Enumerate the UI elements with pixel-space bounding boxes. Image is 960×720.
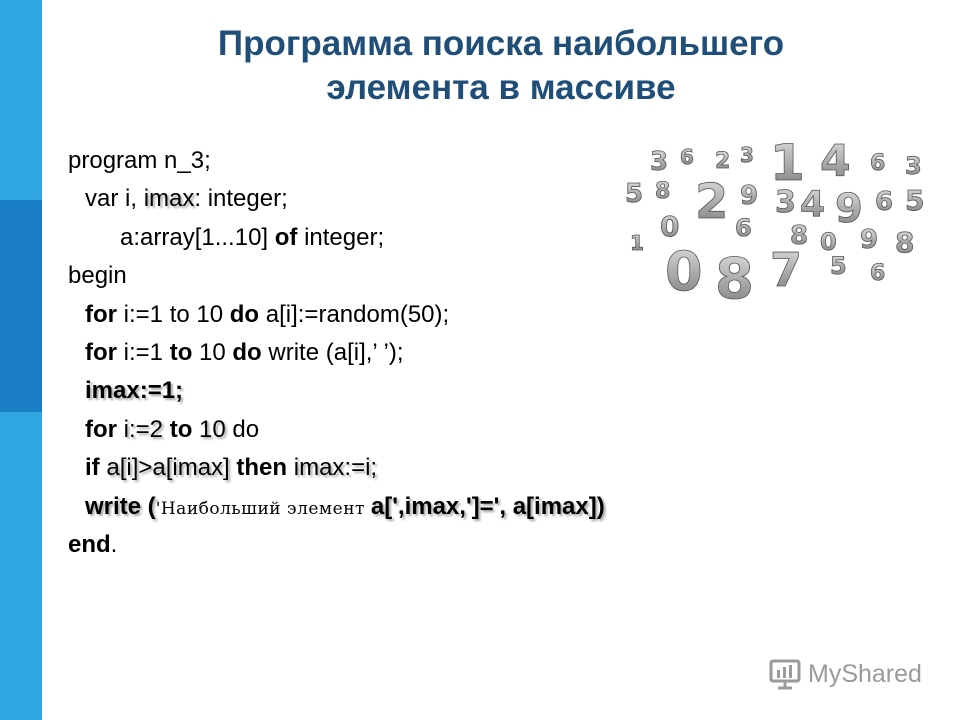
- svg-text:6: 6: [870, 151, 886, 176]
- slideshow-icon: [768, 657, 802, 691]
- svg-text:9: 9: [740, 181, 759, 211]
- svg-text:6: 6: [870, 261, 886, 286]
- keyword-begin: begin: [68, 262, 127, 290]
- code-text: : integer;: [194, 185, 288, 213]
- keyword-for: for: [85, 300, 117, 328]
- svg-text:5: 5: [905, 184, 925, 217]
- code-listing: [68, 142, 605, 564]
- code-line-10: [68, 488, 605, 526]
- svg-text:0: 0: [820, 228, 837, 256]
- code-text: a[i]:=random(50);: [259, 300, 450, 328]
- code-line-6: [68, 334, 605, 372]
- code-text: a[i]>a[imax]: [99, 454, 237, 482]
- svg-text:0: 0: [665, 240, 703, 300]
- svg-text:1: 1: [770, 140, 805, 192]
- title-line-2: элемента в массиве: [326, 68, 676, 107]
- keyword-to: to: [169, 415, 193, 443]
- svg-text:5: 5: [625, 179, 644, 209]
- code-text: i:=1: [117, 338, 170, 366]
- keyword-do: do: [229, 300, 260, 328]
- code-text: write (: [85, 492, 156, 520]
- svg-text:8: 8: [715, 247, 754, 300]
- code-text: do: [232, 415, 260, 443]
- logo-text: MyShared: [808, 659, 922, 688]
- code-line-7: [68, 372, 605, 410]
- code-text: i:=2: [117, 415, 170, 443]
- svg-text:4: 4: [800, 184, 826, 225]
- svg-text:9: 9: [835, 186, 863, 232]
- code-line-5: [68, 296, 605, 334]
- code-string: 'Наибольший элемент: [155, 498, 371, 519]
- program-name: n_3;: [157, 147, 211, 174]
- svg-text:0: 0: [660, 210, 680, 243]
- svg-text:6: 6: [735, 214, 752, 242]
- code-line-2: [68, 180, 605, 218]
- svg-text:3: 3: [740, 143, 754, 167]
- svg-text:7: 7: [770, 243, 803, 297]
- svg-text:8: 8: [655, 179, 671, 204]
- svg-text:8: 8: [790, 221, 809, 251]
- keyword-for: for: [85, 415, 117, 443]
- side-bar-accent: [0, 200, 42, 412]
- code-line-3: [68, 219, 605, 257]
- svg-text:5: 5: [830, 252, 847, 280]
- svg-text:3: 3: [650, 147, 669, 177]
- code-text: imax:=i;: [287, 454, 378, 482]
- code-text: a[',imax,']=', a[imax]): [370, 492, 605, 520]
- code-line-9: [68, 449, 605, 487]
- title-line-1: Программа поиска наибольшего: [217, 24, 785, 63]
- code-text: 10: [192, 415, 233, 443]
- svg-text:9: 9: [860, 225, 879, 255]
- svg-text:1: 1: [630, 231, 644, 255]
- code-text: write (a[i],’ ’);: [261, 338, 404, 366]
- svg-text:3: 3: [775, 185, 796, 220]
- myshared-logo: [768, 654, 922, 694]
- slide-title: [42, 22, 960, 110]
- code-line-1: [68, 142, 605, 180]
- code-line-11: [68, 526, 605, 564]
- keyword-of: of: [274, 223, 298, 251]
- code-text: .: [110, 530, 118, 558]
- keyword-for: for: [85, 338, 117, 366]
- keyword-program: program: [68, 147, 158, 174]
- svg-text:4: 4: [820, 140, 851, 187]
- keyword-var: var: [85, 185, 119, 213]
- keyword-if: if: [85, 454, 100, 482]
- svg-text:8: 8: [895, 226, 915, 259]
- keyword-do: do: [232, 338, 262, 366]
- code-text: integer;: [297, 223, 385, 251]
- keyword-then: then: [236, 454, 288, 482]
- code-text: i:=1 to 10: [117, 300, 230, 328]
- code-line-4: [68, 257, 605, 295]
- keyword-end: end: [68, 530, 111, 558]
- keyword-to: to: [169, 338, 193, 366]
- code-text: a:array[1...10]: [120, 223, 275, 251]
- code-line-8: [68, 411, 605, 449]
- svg-text:2: 2: [695, 174, 729, 230]
- code-text: 10: [192, 338, 233, 366]
- code-text: imax: [143, 185, 195, 213]
- svg-text:6: 6: [680, 145, 694, 169]
- code-text: imax:=1;: [85, 377, 184, 405]
- side-bar: [0, 0, 42, 720]
- code-text: i,: [118, 185, 144, 213]
- svg-text:3: 3: [905, 152, 922, 180]
- svg-text:6: 6: [875, 187, 894, 217]
- svg-text:2: 2: [715, 149, 731, 174]
- numbers-illustration: [620, 140, 940, 300]
